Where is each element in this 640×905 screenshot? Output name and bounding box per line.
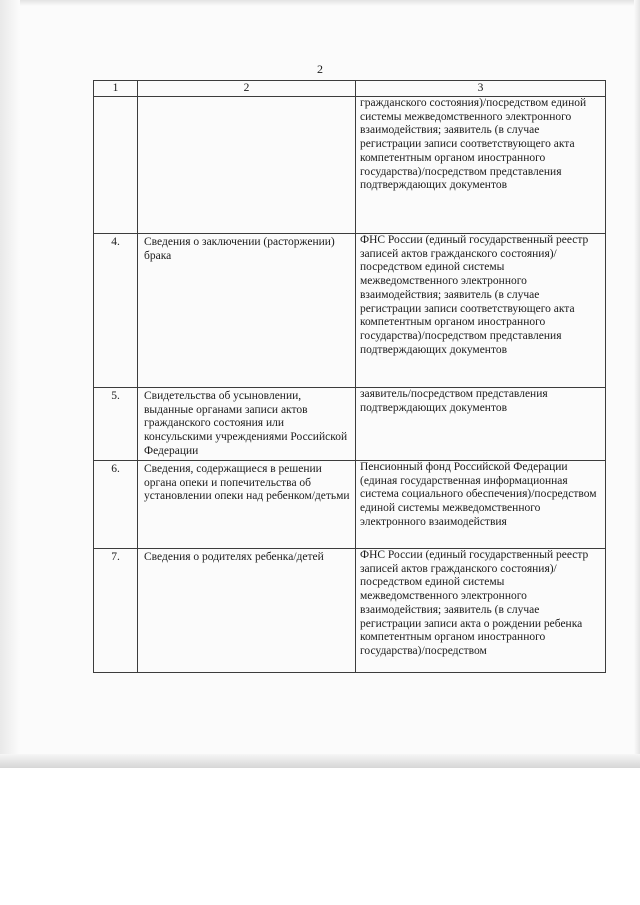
scan-edge-right xyxy=(634,0,640,768)
header-col-1: 1 xyxy=(94,81,138,97)
row-info: Сведения о родителях ребенка/детей xyxy=(138,549,356,673)
row-number xyxy=(94,97,138,234)
row-source: заявитель/посредством представления подтверждающих документов xyxy=(356,388,606,461)
row-number: 7. xyxy=(94,549,138,673)
row-source: гражданского состояния)/посредством единой системы межведомственного электронного взаимодействия; заявитель (в случае регистрации записи соответствующего акта компетентным органом иностранного государства)/посредством представления подтверждающих документов xyxy=(356,97,606,234)
table-row xyxy=(94,461,606,549)
table-row xyxy=(94,388,606,461)
documents-table xyxy=(93,80,606,673)
scan-edge-bottom xyxy=(0,754,640,768)
table-row xyxy=(94,97,606,234)
row-info: Свидетельства об усыновлении, выданные органами записи актов гражданского состояния или консульскими учреждениями Российской Федерации xyxy=(138,388,356,461)
header-col-2: 2 xyxy=(138,81,356,97)
scan-edge-top xyxy=(0,0,640,6)
row-info: Сведения, содержащиеся в решении органа опеки и попечительства об установлении опеки над ребенком/детьми xyxy=(138,461,356,549)
table-header-row xyxy=(94,81,606,97)
row-source: ФНС России (единый государственный реестр записей актов гражданского состояния)/посредством единой системы межведомственного электронного взаимодействия; заявитель (в случае регистрации записи соответствующего акта компетентным органом иностранного государства)/посредством представления подтверждающих документов xyxy=(356,234,606,388)
row-info: Сведения о заключении (расторжении) брака xyxy=(138,234,356,388)
row-number: 6. xyxy=(94,461,138,549)
scan-edge-left xyxy=(0,0,20,768)
row-number: 4. xyxy=(94,234,138,388)
table-row xyxy=(94,549,606,673)
page-number: 2 xyxy=(317,62,323,76)
table-row xyxy=(94,234,606,388)
header-col-3: 3 xyxy=(356,81,606,97)
row-number: 5. xyxy=(94,388,138,461)
row-source: Пенсионный фонд Российской Федерации (единая государственная информационная система социального обеспечения)/посредством единой системы межведомственного электронного взаимодействия xyxy=(356,461,606,549)
row-info xyxy=(138,97,356,234)
row-source: ФНС России (единый государственный реестр записей актов гражданского состояния)/посредством единой системы межведомственного электронного взаимодействия; заявитель (в случае регистрации записи акта о рождении ребенка компетентным органом иностранного государства)/посредством xyxy=(356,549,606,673)
